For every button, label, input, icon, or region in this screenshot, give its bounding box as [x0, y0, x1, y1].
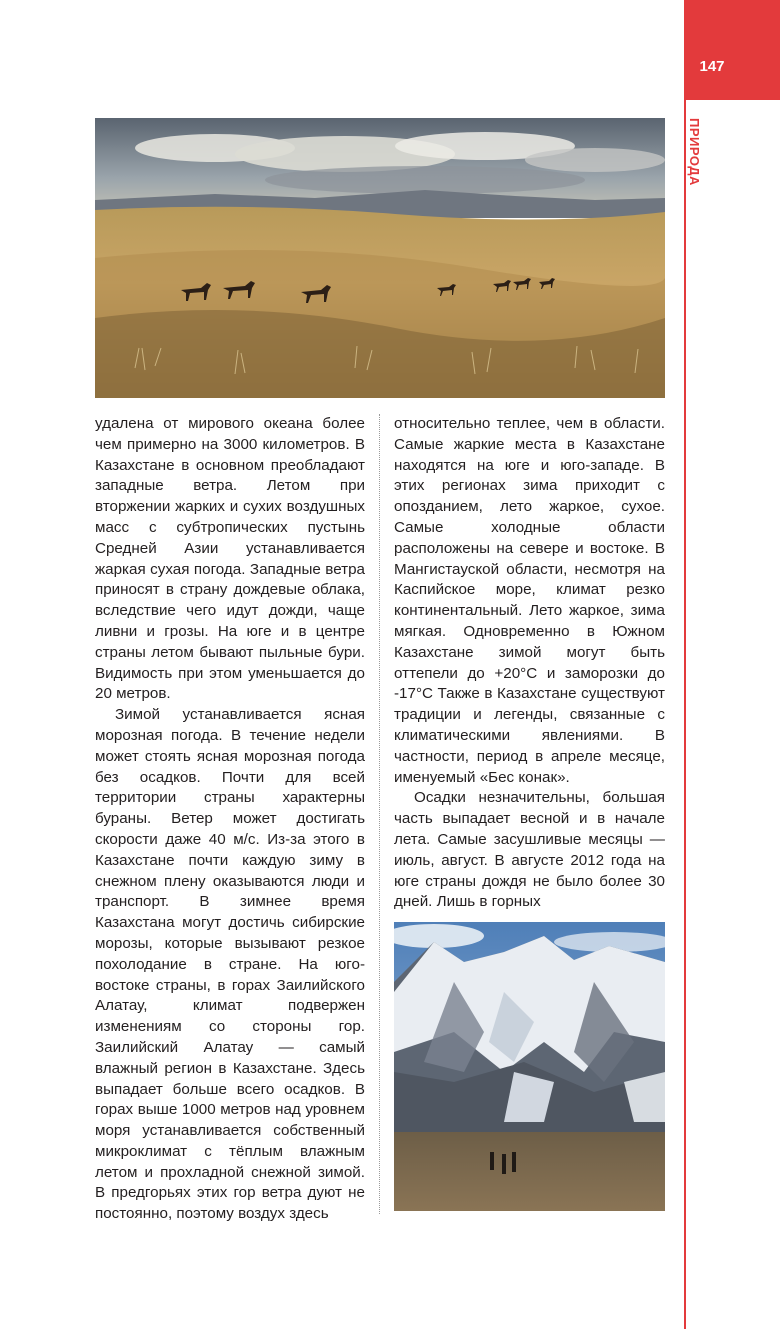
paragraph: удалена от мирового океана более чем примерно на 3000 километров. В Казахстане в основном преобладают западные ветра. Летом при вторжении жарких и сухих воздушных масс с субтропических пустынь Средней Азии устанавливается жаркая сухая погода. Западные ветра приносят в страну дождевые облака, вследствие чего идут дожди, чаще ливни и грозы. На юге и в центре страны летом бывают пыльные бури. Видимость при этом уменьшается до 20 метров.	[95, 415, 365, 703]
section-label	[686, 118, 706, 198]
section-label-text: ПРИРОДА	[687, 118, 702, 186]
paragraph: относительно теплее, чем в области. Самые жаркие места в Казахстане находятся на юге и юго-западе. В этих регионах зима приходит с опозданием, лето жаркое, сухое. Самые холодные области расположены на севере и востоке. В Мангистауской области, несмотря на Каспийское море, климат резко континентальный. Лето жаркое, зима мягкая. Одновременно в Южном Казахстане зимой могут быть оттепели до +20°С и заморозки до -17°С Также в Казахстане существуют традиции и легенды, связанные с климатическими явлениями. В частности, период в апреле месяце, именуемый «Бес конак».	[394, 415, 665, 786]
page-number-tab	[684, 0, 780, 100]
column-divider	[379, 414, 380, 1214]
paragraph: Зимой устанавливается ясная морозная погода. В течение недели может стоять ясная морозная погода без осадков. Почти для всей территории страны характерны бураны. Ветер может достигать скорости даже 40 м/с. Из-за этого в Казахстане почти каждую зиму в снежном плену оказываются люди и транспорт. В зимнее время Казахстана могут достичь сибирские морозы, которые вызывают резкое похолодание в стране. На юго-востоке страны, в горах Заилийского Алатау, климат подвержен изменениям со стороны гор. Заилийский Алатау — самый влажный регион в Казахстане. Здесь выпадает больше всего осадков. В горах выше 1000 метров над уровнем моря устанавливается собственный микроклимат с тёплым влажным летом и прохладной снежной зимой. В предгорьях этих гор ветра дуют не постоянно, поэтому воздух здесь	[95, 706, 365, 1223]
page-number: 147	[699, 58, 725, 75]
left-text-column	[95, 414, 365, 1225]
snowy-mountains-photo	[394, 922, 665, 1211]
margin-rule	[684, 100, 686, 1329]
steppe-horses-photo	[95, 118, 665, 398]
right-text-column	[394, 414, 665, 913]
paragraph: Осадки незначительны, большая часть выпадает весной и в начале лета. Самые засушливые месяцы — июль, август. В августе 2012 года на юге страны дождя не было более 30 дней. Лишь в горных	[394, 789, 665, 911]
